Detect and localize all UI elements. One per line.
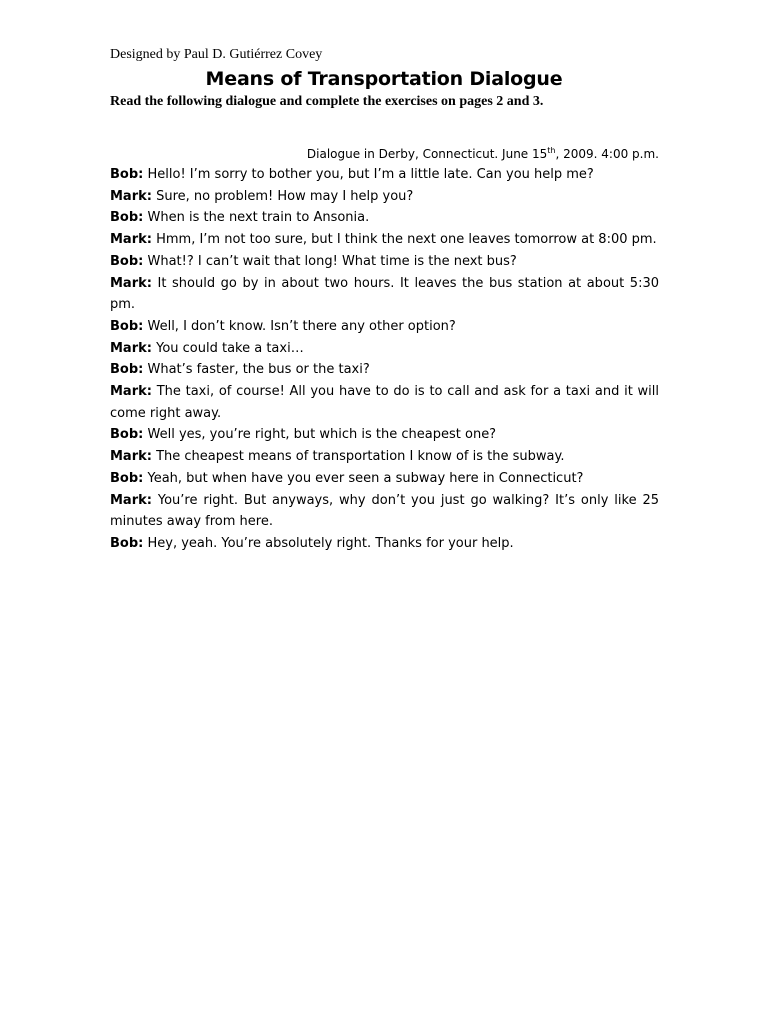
setting-prefix: Dialogue in Derby, Connecticut. June 15 [306, 147, 548, 161]
dialogue-line [110, 164, 659, 186]
line-text: Sure, no problem! How may I help you? [151, 188, 414, 204]
speaker-name: Mark: [110, 449, 152, 465]
line-text: The taxi, of course! All you have to do is to call and ask for a taxi and it will come right away. [110, 384, 659, 421]
dialogue-line [110, 490, 659, 533]
line-text: Hey, yeah. You’re absolutely right. Thanks for your help. [143, 535, 514, 551]
speaker-name: Mark: [110, 340, 152, 356]
speaker-name: Mark: [110, 232, 152, 248]
setting-suffix: , 2009. 4:00 p.m. [555, 147, 659, 161]
line-text: You’re right. But anyways, why don’t you just go walking? It’s only like 25 minutes away from here. [110, 492, 659, 530]
dialogue-line [110, 359, 659, 381]
speaker-name: Bob: [110, 167, 144, 182]
speaker-name: Bob: [110, 318, 144, 334]
instructions: Read the following dialogue and complete the exercises on pages 2 and 3. [110, 94, 544, 109]
speaker-name: Mark: [110, 275, 152, 291]
dialogue-body [110, 164, 659, 555]
dialogue-line [110, 186, 659, 208]
line-text: Well, I don’t know. Isn’t there any other option? [143, 318, 456, 334]
line-text: What!? I can’t wait that long! What time is the next bus? [143, 253, 517, 269]
dialogue-line [110, 446, 659, 468]
dialogue-setting [307, 145, 659, 163]
line-text: What’s faster, the bus or the taxi? [143, 362, 370, 378]
speaker-name: Mark: [110, 492, 152, 508]
dialogue-line [110, 229, 659, 251]
speaker-name: Bob: [110, 362, 144, 378]
line-text: It should go by in about two hours. It leaves the bus station at about 5:30 pm. [110, 275, 659, 313]
line-text: Yeah, but when have you ever seen a subway here in Connecticut? [143, 470, 584, 486]
line-text: Hmm, I’m not too sure, but I think the next one leaves tomorrow at 8:00 pm. [151, 232, 657, 248]
line-text: You could take a taxi… [151, 340, 304, 356]
speaker-name: Bob: [110, 253, 144, 269]
dialogue-line [110, 381, 659, 424]
speaker-name: Mark: [110, 384, 152, 400]
dialogue-line [110, 424, 659, 446]
dialogue-line [110, 533, 659, 555]
dialogue-line [110, 338, 659, 360]
speaker-name: Bob: [110, 427, 144, 443]
dialogue-line [110, 468, 659, 490]
speaker-name: Bob: [110, 535, 144, 551]
speaker-name: Bob: [110, 210, 144, 226]
dialogue-line [110, 251, 659, 273]
speaker-name: Mark: [110, 188, 152, 204]
dialogue-line [110, 207, 659, 229]
dialogue-line [110, 316, 659, 338]
dialogue-line [110, 273, 659, 316]
designer-credit: Designed by Paul D. Gutiérrez Covey [110, 47, 323, 62]
page-title: Means of Transportation Dialogue [205, 68, 563, 90]
line-text: Well yes, you’re right, but which is the cheapest one? [143, 427, 497, 443]
speaker-name: Bob: [110, 470, 144, 486]
line-text: Hello! I’m sorry to bother you, but I’m a little late. Can you help me? [143, 167, 594, 182]
setting-ordinal-suffix: th [547, 146, 556, 155]
line-text: The cheapest means of transportation I know of is the subway. [151, 449, 565, 465]
line-text: When is the next train to Ansonia. [143, 210, 370, 226]
